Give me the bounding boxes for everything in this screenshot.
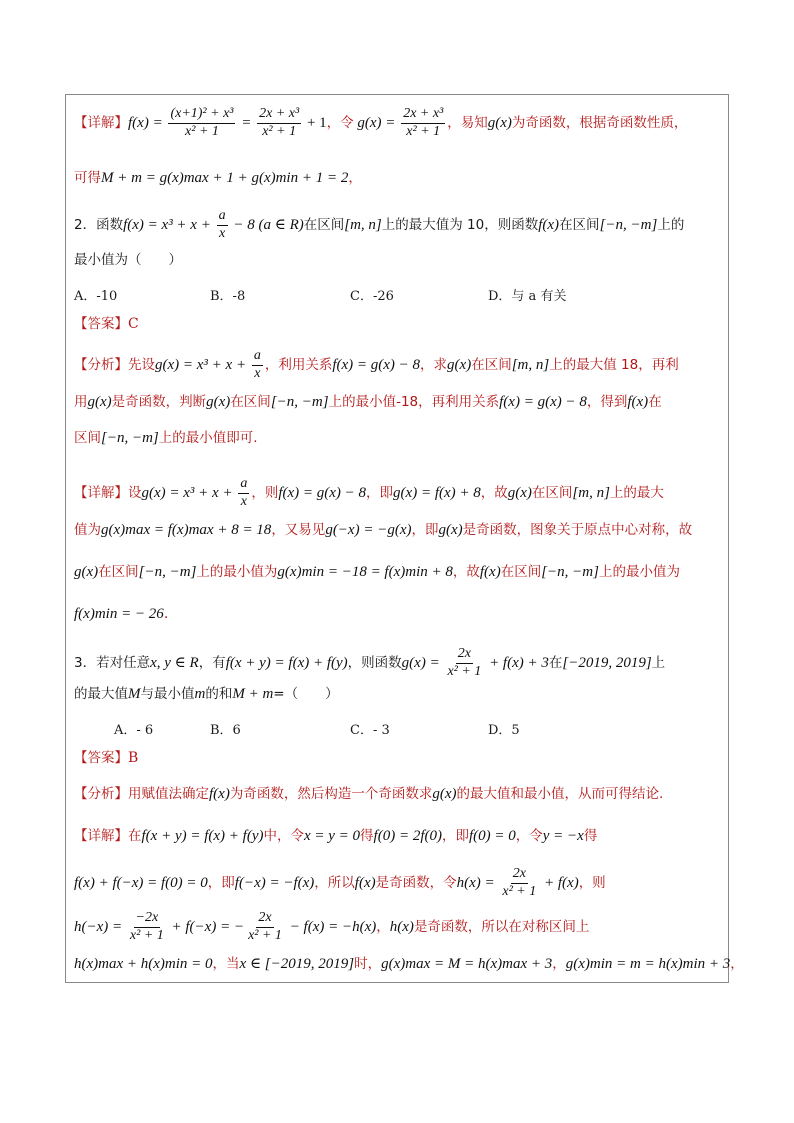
text: ，则 [578, 875, 606, 892]
text: ，令 [326, 115, 354, 132]
text: 上的 [657, 217, 685, 234]
formula: = [237, 115, 256, 132]
formula: [−n, −m] [101, 430, 159, 446]
numerator: a [238, 477, 249, 494]
analysis-tag: 【分析】 [74, 357, 128, 374]
analysis-tag: 【分析】 [74, 786, 128, 802]
text: 上的最小值-18，再利用关系 [328, 394, 500, 410]
text: ，故 [480, 485, 508, 502]
fraction [252, 349, 263, 381]
answer-value: C [128, 316, 139, 332]
text: ，易知 [447, 115, 488, 132]
q2-stem-line-2 [74, 253, 182, 268]
denominator: x² + 1 [447, 663, 482, 679]
formula: − f(x) = −h(x) [285, 919, 377, 936]
formula: f(x) [479, 564, 501, 580]
formula: + f(−x) = − [167, 919, 245, 936]
formula: − 8 (a ∈ R) [229, 217, 304, 234]
text: 在 [128, 828, 142, 844]
text: 与最小值 [140, 686, 195, 702]
fraction [500, 867, 538, 899]
formula: g(x)min = m = h(x)min + 3 [565, 956, 731, 972]
text: 最小值为（ ） [74, 252, 182, 268]
text: 得 [583, 828, 598, 844]
text: 在 [548, 655, 563, 672]
text: 先设 [128, 357, 155, 374]
text: 中，令 [263, 828, 304, 844]
text: 用赋值法确定 [128, 786, 209, 802]
text: 的和 [205, 686, 233, 702]
formula: g(x)max = f(x)max + 8 = 18 [101, 522, 272, 538]
answer-value: B [128, 750, 139, 766]
solution-frame [65, 94, 744, 983]
text: 在 [648, 394, 662, 410]
text: ，故 [452, 564, 480, 580]
formula: + f(x) + 3 [485, 655, 549, 672]
text: =（ ） [273, 686, 339, 702]
option-a: A．- 6 [114, 723, 154, 738]
denominator: x [218, 225, 226, 241]
formula: f(x) [627, 394, 649, 410]
option-a: A．-10 [74, 289, 118, 304]
formula: [−n, −m] [541, 564, 599, 580]
formula: x, y ∈ R [150, 655, 199, 672]
fraction [168, 107, 235, 139]
formula: f(−x) = −f(x) [234, 875, 315, 892]
fraction [445, 647, 483, 679]
text: ，得到 [586, 394, 628, 410]
text: 可得 [74, 170, 101, 186]
question-number: 3．若对任意 [74, 655, 151, 672]
q2-detail-line-3 [74, 565, 680, 580]
formula: f(x) = g(x) − 8 [499, 394, 587, 410]
text: 是奇函数，判断 [111, 394, 207, 410]
option-d: D．5 [488, 723, 520, 738]
formula: f(0) = 0 [468, 828, 516, 844]
detail-line-2 [74, 171, 362, 186]
text: 上的最小值即可. [158, 430, 258, 446]
text: ，则 [251, 485, 279, 502]
numerator: 2x [256, 911, 273, 928]
text: ，有 [198, 655, 226, 672]
text: 在区间 [500, 564, 542, 580]
text: 上 [651, 655, 666, 672]
numerator: a [252, 349, 263, 366]
text: 值为 [74, 522, 101, 538]
formula: g(x)max = M = h(x)max + 3 [381, 956, 553, 972]
q2-detail-line-2 [74, 523, 692, 538]
formula: g(x) [87, 394, 112, 410]
formula: f(x) = x³ + x + [123, 217, 215, 234]
text: 在区间 [531, 485, 573, 502]
formula: M + m = g(x)max + 1 + g(x)min + 1 = 2 [101, 170, 349, 186]
q2-analysis-line-3 [74, 431, 258, 446]
numerator: 2x [456, 647, 473, 664]
text: ， [376, 919, 390, 936]
formula: f(x) + f(−x) = f(0) = 0 [74, 875, 208, 892]
formula: x ∈ [−2019, 2019] [239, 956, 355, 972]
text: ， [552, 956, 566, 972]
denominator: x² + 1 [262, 123, 297, 139]
text: 的最大值和最小值，从而可得结论. [456, 786, 664, 802]
text: ， [730, 956, 744, 972]
formula: f(x + y) = f(x) + f(y) [225, 655, 348, 672]
formula: f(x) [538, 217, 560, 234]
formula: M + m [232, 686, 274, 702]
fraction [257, 107, 301, 139]
formula: y = −x [542, 828, 584, 844]
question-number: 2．函数 [74, 217, 124, 234]
answer-tag: 【答案】 [74, 316, 128, 332]
formula: g(x) = x³ + x + [155, 357, 250, 374]
text: ，所以 [314, 875, 355, 892]
formula: f(x) = g(x) − 8 [332, 357, 421, 374]
numerator: 2x + x³ [401, 107, 445, 124]
formula: g(x) [206, 394, 231, 410]
fraction [246, 911, 284, 943]
text: ，令 [515, 828, 543, 844]
formula: f(0) = 2f(0) [373, 828, 442, 844]
text: . [163, 606, 169, 622]
formula: g(x) [487, 115, 512, 132]
formula: [−n, −m] [599, 217, 658, 234]
detail-tag: 【详解】 [74, 115, 128, 132]
text: 用 [74, 394, 88, 410]
formula: g(x) [74, 564, 99, 580]
q3-answer [74, 751, 138, 766]
formula: g(x) = [353, 115, 400, 132]
text: ，即 [411, 522, 439, 538]
formula: g(x) = x³ + x + [141, 485, 237, 502]
q3-analysis [74, 787, 663, 802]
q3-detail-line-1 [74, 829, 597, 844]
text: ， [348, 170, 362, 186]
option-c: C．-26 [350, 289, 394, 304]
formula: h(x)max + h(x)min = 0 [74, 956, 213, 972]
formula: g(x) = [401, 655, 444, 672]
formula: h(x) = [456, 875, 499, 892]
answer-tag: 【答案】 [74, 750, 128, 766]
text: ，即 [441, 828, 469, 844]
numerator: −2x [134, 911, 161, 928]
formula: h(−x) = [74, 919, 126, 936]
denominator: x² + 1 [129, 927, 164, 943]
denominator: x [240, 493, 247, 509]
formula: f(x)min = − 26 [74, 606, 164, 622]
option-d: D．与 a 有关 [488, 289, 567, 304]
formula: g(x) [447, 357, 472, 374]
formula: M [128, 686, 141, 702]
formula: g(−x) = −g(x) [325, 522, 412, 538]
q3-detail-line-3 [74, 911, 589, 943]
q3-stem-line-1 [74, 647, 665, 679]
option-c: C．- 3 [350, 723, 390, 738]
option-b: B．6 [210, 723, 241, 738]
text: 的最大值 [74, 686, 128, 702]
formula: [m, n] [344, 217, 382, 234]
detail-line-1 [74, 107, 687, 139]
text: ，利用关系 [264, 357, 333, 374]
formula: f(x) = [128, 115, 167, 132]
formula: g(x) [438, 522, 463, 538]
q2-answer [74, 317, 139, 332]
fraction [128, 911, 166, 943]
formula: f(x) [354, 875, 376, 892]
text: 时， [354, 956, 382, 972]
text: ，求 [420, 357, 448, 374]
text: ，又易见 [271, 522, 326, 538]
formula: g(x) [507, 485, 532, 502]
text: 为奇函数，根据奇函数性质， [511, 115, 688, 132]
numerator: 2x + x³ [257, 107, 301, 124]
text: 上的最大 [609, 485, 664, 502]
formula: x = y = 0 [303, 828, 361, 844]
formula: + f(x) [540, 875, 579, 892]
q3-detail-line-4 [74, 957, 744, 972]
denominator: x [254, 365, 261, 381]
text: 在区间 [230, 394, 271, 410]
q2-detail-line-1 [74, 477, 664, 509]
text: 是奇函数，图象关于原点中心对称，故 [462, 522, 693, 538]
formula: f(x + y) = f(x) + f(y) [141, 828, 264, 844]
text: 设 [128, 485, 142, 502]
q3-detail-line-2 [74, 867, 606, 899]
formula: g(x) = f(x) + 8 [393, 485, 481, 502]
denominator: x² + 1 [502, 883, 537, 899]
fraction [217, 209, 228, 241]
formula: h(x) [389, 919, 414, 936]
detail-tag: 【详解】 [74, 485, 128, 502]
text: 上的最小值为 [598, 564, 680, 580]
q3-stem-line-2 [74, 687, 339, 702]
detail-tag: 【详解】 [74, 828, 128, 844]
q2-stem-line-1 [74, 209, 684, 241]
formula: g(x) [432, 786, 457, 802]
formula: g(x)min = −18 = f(x)min + 8 [277, 564, 453, 580]
text: ，则函数 [347, 655, 402, 672]
text: 得 [360, 828, 374, 844]
text: 上的最大值为 10，则函数 [381, 217, 539, 234]
text: 上的最小值为 [196, 564, 278, 580]
formula: [m, n] [572, 485, 610, 502]
q2-detail-line-4 [74, 607, 168, 622]
denominator: x² + 1 [248, 927, 282, 943]
formula: [−n, −m] [138, 564, 197, 580]
text: 是奇函数，令 [375, 875, 457, 892]
q2-analysis-line-1 [74, 349, 679, 381]
text: ，当 [212, 956, 240, 972]
denominator: x² + 1 [406, 123, 441, 139]
text: ，即 [366, 485, 394, 502]
formula: [m, n] [511, 357, 550, 374]
numerator: 2x [511, 867, 528, 884]
text: 区间 [74, 430, 101, 446]
formula: m [194, 686, 206, 702]
formula: + 1 [303, 115, 327, 132]
denominator: x² + 1 [185, 123, 219, 139]
text: 是奇函数，所以在对称区间上 [413, 919, 590, 936]
fraction [238, 477, 249, 509]
numerator: (x+1)² + x³ [168, 107, 235, 124]
formula: [−2019, 2019] [562, 655, 652, 672]
text: ，即 [207, 875, 235, 892]
formula: [−n, −m] [270, 394, 329, 410]
option-b: B．-8 [210, 289, 246, 304]
text: 上的最大值 18，再利 [549, 357, 679, 374]
q2-analysis-line-2 [74, 395, 662, 410]
text: 在区间 [471, 357, 512, 374]
numerator: a [217, 209, 228, 226]
text: 在区间 [559, 217, 600, 234]
text: 在区间 [98, 564, 139, 580]
formula: f(x) = g(x) − 8 [278, 485, 367, 502]
text: 在区间 [303, 217, 345, 234]
text: 为奇函数，然后构造一个奇函数求 [229, 786, 433, 802]
fraction [401, 107, 445, 139]
formula: f(x) [209, 786, 230, 802]
